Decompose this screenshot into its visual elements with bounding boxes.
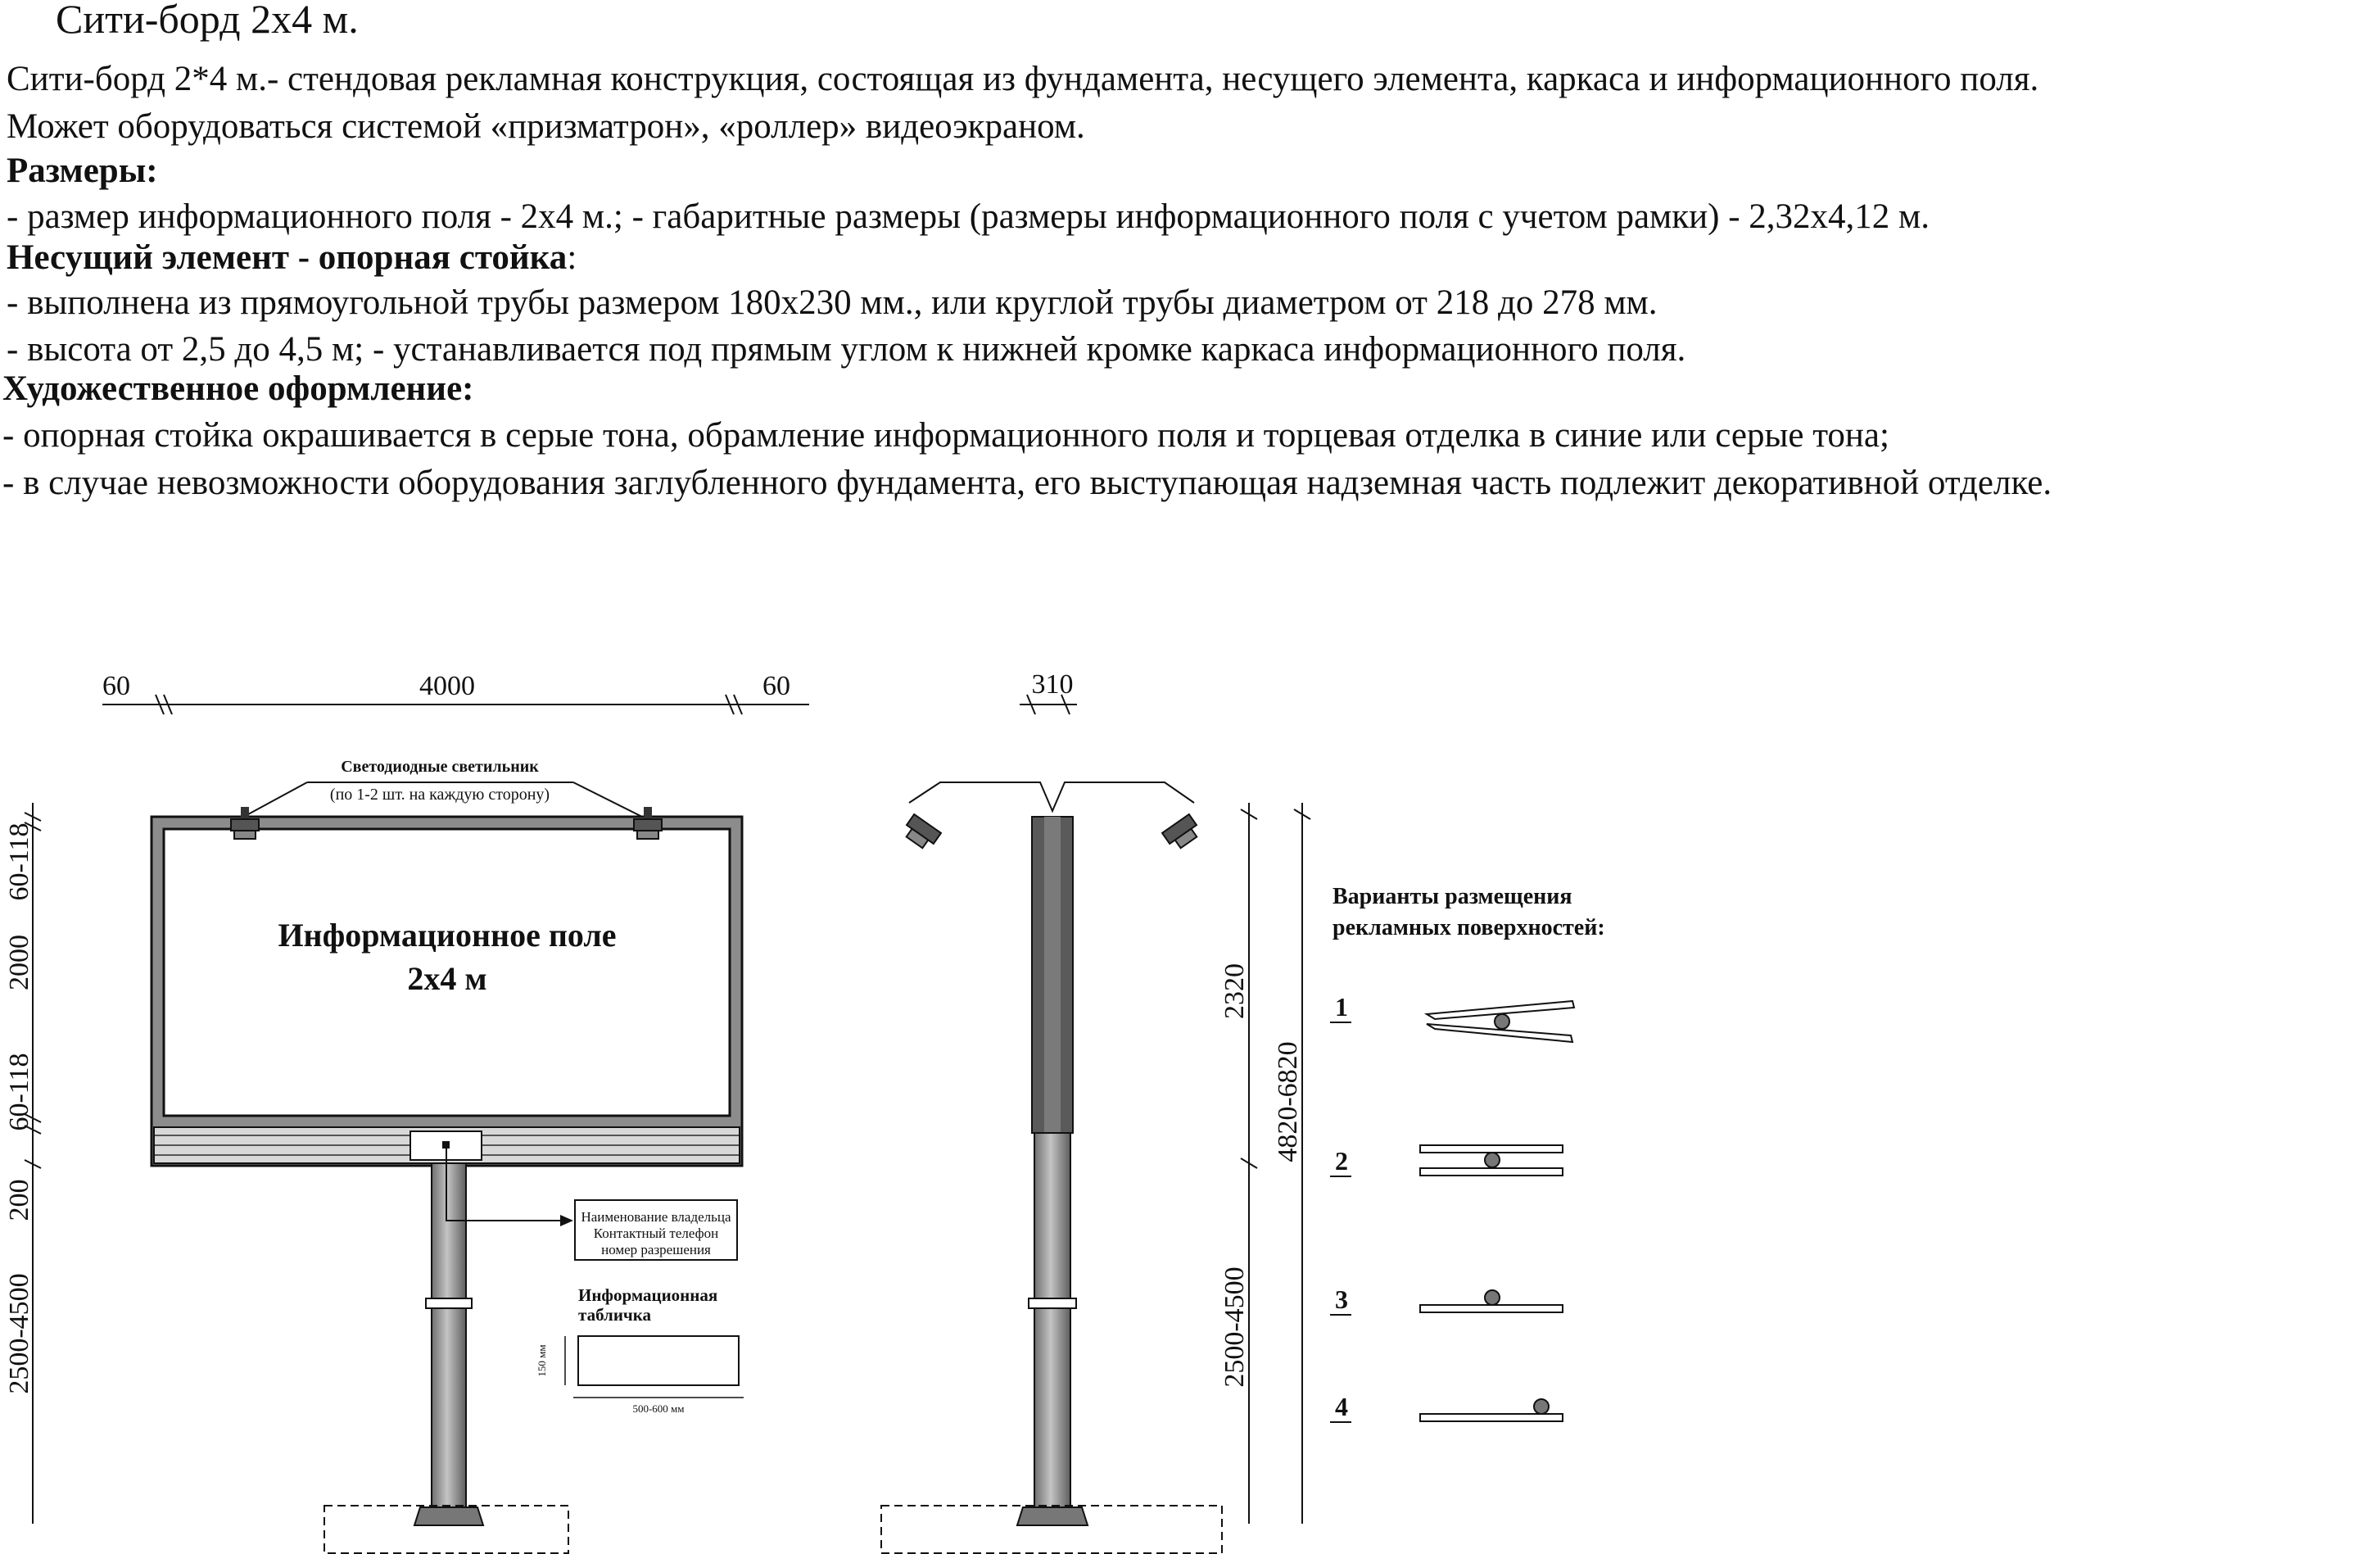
front-view [4,671,809,1553]
support-line-1: - выполнена из прямоугольной трубы размером 180х230 мм., или круглой трубы диаметром от 218 до 278 мм. [7,283,1658,322]
lamp-right [634,807,662,839]
variant-4-single-offset [1420,1399,1563,1421]
variant-2-double [1420,1145,1563,1176]
lights-title: Светодиодные светильник [341,758,539,776]
variant-4-number: 4 [1335,1392,1348,1421]
variant-1-v-shape [1427,1001,1574,1042]
variant-3-number: 3 [1335,1284,1348,1314]
front-pole [432,1163,466,1507]
design-line-1: - опорная стойка окрашивается в серые тона, обрамление информационного поля и торцевая отделка в синие или серые тона; [2,416,1889,455]
vdim-field: 2000 [4,935,34,990]
plate-title-2: табличка [578,1305,652,1325]
dim-left-60: 60 [102,671,130,701]
placement-variants [1330,884,1605,1422]
side-dim-310: 310 [1031,669,1074,700]
side-vdim-total: 4820-6820 [1273,1041,1303,1162]
design-line-2: - в случае невозможности оборудования заглубленного фундамента, его выступающая надземная часть подлежит декоративной отделке. [2,464,2052,502]
owner-arrowhead [560,1215,573,1226]
variant-2-number: 2 [1335,1146,1348,1176]
intro-line-2: Может оборудоваться системой «призматрон», «роллер» видеоэкраном. [7,107,1085,146]
page-title: Сити-борд 2х4 м. [56,0,359,42]
leader-left-light [239,782,307,819]
owner-line-1: Наименование владельца [581,1209,731,1225]
field-title: Информационное поле [278,917,617,954]
side-right-dimensions [1241,803,1310,1524]
side-vdim-pole: 2500-4500 [1219,1266,1250,1388]
vdim-strip: 200 [4,1179,34,1221]
front-pole-flange [426,1298,472,1308]
support-line-2: - высота от 2,5 до 4,5 м; - устанавливается под прямым углом к нижней кромке каркаса информационного поля. [7,330,1686,369]
owner-line-3: номер разрешения [601,1242,711,1257]
side-pole-base [1017,1507,1088,1525]
plate-w-text: 500-600 мм [632,1402,685,1415]
side-lamp-right [1162,814,1202,852]
front-left-dimensions [25,803,41,1524]
side-lamp-arms [909,782,1194,811]
side-vdim-panel: 2320 [1219,963,1250,1019]
owner-line-2: Контактный телефон [593,1226,719,1241]
lights-note: (по 1-2 шт. на каждую сторону) [329,786,550,804]
plate-h-text: 150 мм [536,1344,548,1377]
sizes-line: - размер информационного поля - 2х4 м.; - габаритные размеры (размеры информационного поля с учетом рамки) - 2,32х4,12 м. [7,197,1930,236]
dim-right-60: 60 [762,671,790,701]
vdim-pole: 2500-4500 [4,1273,34,1394]
side-panel-inner [1044,817,1061,1133]
plate-title-1: Информационная [578,1285,718,1305]
plate-detail [578,1336,739,1385]
vdim-top-frame: 60-118 [4,822,34,901]
field-size: 2х4 м [407,960,487,997]
side-view [881,669,1310,1553]
leader-right-light [573,782,647,819]
variants-title-1: Варианты размещения [1333,884,1572,909]
side-pole-flange [1029,1298,1076,1308]
dim-4000: 4000 [419,671,475,701]
heading-support-bold: Несущий элемент - опорная стойка [7,238,568,277]
heading-support-colon: : [567,238,577,277]
intro-line-1: Сити-борд 2*4 м.- стендовая рекламная конструкция, состоящая из фундамента, несущего элемента, каркаса и информационного поля. [7,60,2039,98]
heading-design: Художественное оформление: [2,369,474,408]
variants-title-2: рекламных поверхностей: [1333,915,1605,940]
side-pole [1034,1133,1070,1507]
variant-3-single-center [1420,1290,1563,1312]
vdim-bottom-frame: 60-118 [4,1053,34,1131]
variant-1-number: 1 [1335,992,1348,1022]
side-lamp-left [901,814,941,852]
front-pole-base [414,1507,483,1525]
heading-sizes: Размеры: [7,152,158,190]
